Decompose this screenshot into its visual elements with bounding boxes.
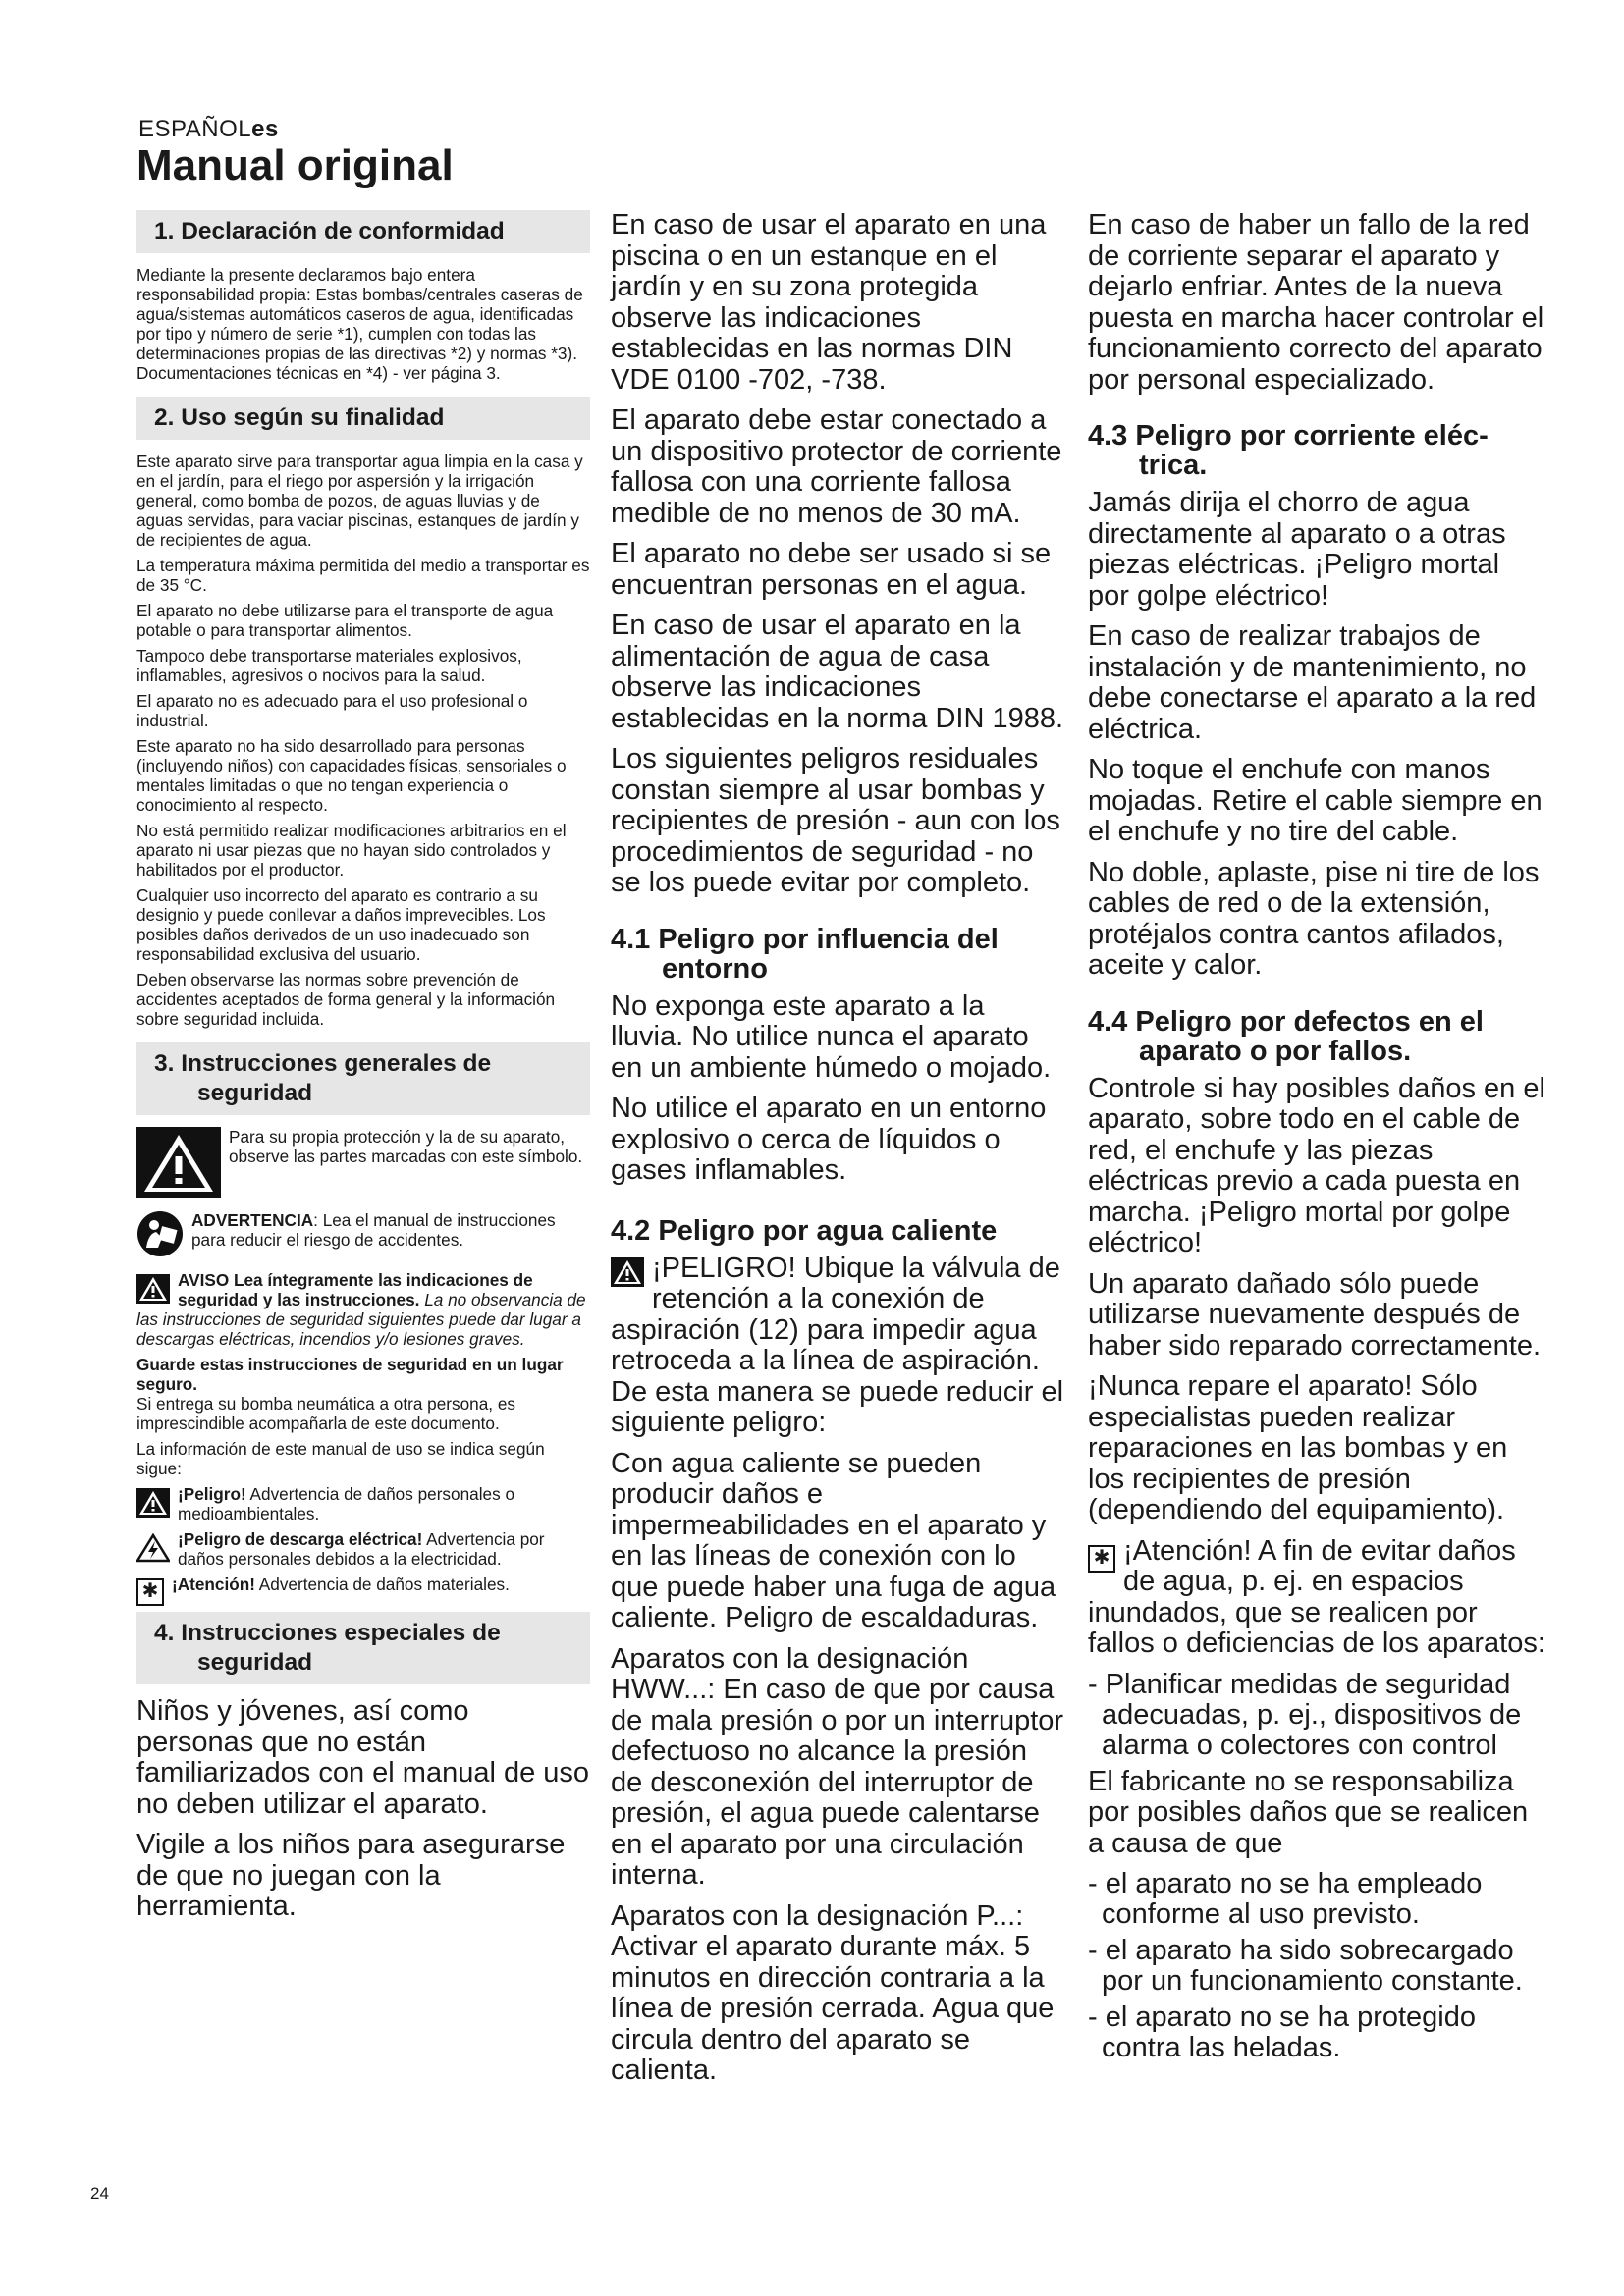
col3-p8: ¡Nunca repare el aparato! Sólo especialistas pueden realizar reparaciones en las bombas y en los recipientes de presión (dependiendo del equipamiento). [1088, 1370, 1508, 1525]
section-3-heading [136, 1042, 590, 1115]
heading-4-2: 4.2 Peligro por agua caliente [611, 1214, 998, 1247]
sec4-p2: Vigile a los niños para asegurarse de que no juegan con la herramienta. [136, 1829, 566, 1922]
page-number: 24 [90, 2184, 109, 2203]
aviso-text [136, 1270, 590, 1349]
large-warning-icon [136, 1127, 221, 1202]
guarde-bold: Guarde estas instrucciones de seguridad en un lugar seguro. [136, 1355, 564, 1394]
aviso-italic: La no observancia de las instrucciones de seguridad siguientes puede dar lugar a descargas eléctricas, incendios y/o lesiones graves. [136, 1290, 586, 1349]
section-2-heading: 2. Uso según su finalidad [136, 397, 590, 440]
col2-p9: Con agua caliente se pueden producir daños e impermeabilidades en el aparato y en las líneas de conexión con lo que puede haber una fuga de agua caliente. Peligro de escaldaduras. [611, 1447, 1056, 1633]
col2-p6: No exponga este aparato a la lluvia. No utilice nunca el aparato en un ambiente húmedo o mojado. [611, 989, 1052, 1084]
advertencia-row [136, 1210, 590, 1262]
heading-4-3-line1: 4.3 Peligro por corriente eléc- [1088, 420, 1489, 452]
heading-4-4 [1088, 1007, 1545, 1066]
section-4-heading-line2: seguridad [197, 1649, 313, 1676]
col3-bullet-4: - el aparato no se ha protegido contra las heladas. [1088, 2002, 1476, 2063]
heading-4-1-line2: entorno [662, 952, 768, 985]
aviso-bold: AVISO Lea íntegramente las indicaciones de seguridad y las instrucciones. [178, 1270, 533, 1309]
read-manual-icon [136, 1210, 184, 1262]
section-4-heading [136, 1612, 590, 1684]
col2-p2: El aparato debe estar conectado a un dispositivo protector de corriente fallosa con una corriente fallosa medible de no menos de 30 mA. [611, 404, 1062, 529]
sec2-p2: La temperatura máxima permitida del medio a transportar es de 35 °C. [136, 556, 590, 595]
col3-p3: En caso de realizar trabajos de instalación y de mantenimiento, no debe conectarse el aparato a la red eléctrica. [1088, 620, 1537, 745]
col2-p3: El aparato no debe ser usado si se encuentran personas en el agua. [611, 538, 1052, 601]
heading-4-1 [611, 925, 1064, 984]
col3-p1: En caso de haber un fallo de la red de corriente separar el aparato y dejarlo enfriar. Antes de la nueva puesta en marcha hacer controlar el funcionamiento correcto del aparato por personal especializado. [1088, 209, 1544, 396]
col3-bullet-2: - el aparato no se ha empleado conforme al uso previsto. [1088, 1868, 1483, 1930]
sec2-p6: Este aparato no ha sido desarrollado para personas (incluyendo niños) con capacidades físicas, sensoriales o mentales limitadas o que no tengan experiencia o conocimiento al respecto. [136, 736, 567, 815]
advertencia-bold: ADVERTENCIA [191, 1210, 314, 1230]
symbol-text: Para su propia protección y la de su aparato, observe las partes marcadas con este símbolo. [229, 1127, 583, 1166]
col3-bullet-1: - Planificar medidas de seguridad adecuadas, p. ej., dispositivos de alarma o colectores con control [1088, 1668, 1522, 1761]
col2-p7: No utilice el aparato en un entorno explosivo o cerca de líquidos o gases inflamables. [611, 1093, 1047, 1186]
col3-p2: Jamás dirija el chorro de agua directamente al aparato o a otras piezas eléctricas. ¡Peligro mortal por golpe eléctrico! [1088, 487, 1506, 612]
guarde-bold-text [136, 1355, 590, 1394]
col3-p6: Controle si hay posibles daños en el aparato, sobre todo en el cable de red, el enchufe y las piezas eléctricas previo a cada puesta en marcha. ¡Peligro mortal por golpe eléctrico! [1088, 1072, 1545, 1258]
advertencia-text [191, 1210, 590, 1250]
atencion-rest: Advertencia de daños materiales. [254, 1575, 510, 1594]
heading-4-1-line1: 4.1 Peligro por influencia del [611, 923, 999, 955]
col3-p7: Un aparato dañado sólo puede utilizarse nuevamente después de haber sido reparado correctamente. [1088, 1267, 1542, 1362]
sec2-p3: El aparato no debe utilizarse para el transporte de agua potable o para transportar alimentos. [136, 601, 554, 640]
col2-p8 [611, 1254, 1064, 1439]
attention-icon-water: ✱ [1088, 1540, 1115, 1573]
descarga-rest: Advertencia por daños personales debidos a la electricidad. [178, 1529, 545, 1569]
atencion-legend [136, 1575, 590, 1602]
section-4-heading-line1: 4. Instrucciones especiales de [154, 1620, 501, 1646]
column-2 [611, 210, 1064, 2097]
col3-p9-text: ¡Atención! A fin de evitar daños de agua, p. ej. en espacios inundados, que se realicen por fallos o deficiencias de los aparatos: [1088, 1534, 1545, 1659]
descarga-legend [136, 1529, 590, 1569]
heading-4-4-line2: aparato o por fallos. [1139, 1035, 1412, 1067]
sec4-p1: Niños y jóvenes, así como personas que no están familiarizados con el manual de uso no deben utilizar el aparato. [136, 1695, 590, 1820]
sec2-p4: Tampoco debe transportarse materiales explosivos, inflamables, agresivos o nocivos para la salud. [136, 646, 522, 685]
sec2-p9: Deben observarse las normas sobre prevención de accidentes aceptados de forma general y la información sobre seguridad incluida. [136, 970, 556, 1029]
peligro-rest: Advertencia de daños personales o medioambientales. [178, 1484, 514, 1523]
guarde-text: Si entrega su bomba neumática a otra persona, es imprescindible acompañarla de este documento. [136, 1394, 515, 1433]
language-name: ESPAÑOL [138, 116, 252, 142]
col2-p11: Aparatos con la designación P...: Activar el aparato durante máx. 5 minutos en dirección contraria a la línea de presión cerrada. Agua que circula dentro del aparato se calienta. [611, 1899, 1055, 2086]
peligro-legend [136, 1484, 590, 1523]
language-label [138, 116, 279, 143]
col3-p9 [1088, 1536, 1545, 1660]
attention-icon: ✱ [136, 1578, 164, 1606]
peligro-bold: ¡Peligro! [178, 1484, 246, 1504]
col2-p1: En caso de usar el aparato en una piscina o en un estanque en el jardín y en su zona protegida observe las indicaciones establecidas en las normas DIN VDE 0100 -702, -738. [611, 209, 1047, 396]
electric-shock-icon [136, 1533, 170, 1567]
heading-4-3-line2: trica. [1139, 450, 1208, 481]
atencion-bold: ¡Atención! [172, 1575, 255, 1594]
col3-bullet-3: - el aparato ha sido sobrecargado por un funcionamiento constante. [1088, 1935, 1523, 1997]
column-1 [136, 210, 590, 1933]
col2-p8-text: ¡PELIGRO! Ubique la válvula de retención a la conexión de aspiración (12) para impedir agua retroceda a la línea de aspiración. De esta manera se puede reducir el siguiente peligro: [611, 1252, 1064, 1438]
section-3-heading-line2: seguridad [197, 1080, 313, 1106]
col2-p4: En caso de usar el aparato en la alimentación de agua de casa observe las indicaciones establecidas en la norma DIN 1988. [611, 610, 1064, 734]
sec2-p1: Este aparato sirve para transportar agua limpia en la casa y en el jardín, para el riego por aspersión y la irrigación general, como bomba de pozos, de aguas lluvias y de aguas servidas, para vaciar piscinas, estanques de jardín y de recipientes de agua. [136, 452, 583, 550]
descarga-bold: ¡Peligro de descarga eléctrica! [178, 1529, 423, 1549]
heading-4-3 [1088, 421, 1545, 480]
col2-p10: Aparatos con la designación HWW...: En caso de que por causa de mala presión o por un interruptor defectuoso no alcance la presión de desconexión del interruptor de presión, el agua puede calentarse en el aparato por una circulación interna. [611, 1642, 1064, 1891]
section-3-heading-line1: 3. Instrucciones generales de [154, 1050, 492, 1077]
col3-p5: No doble, aplaste, pise ni tire de los cables de red o de la extensión, protéjalos contra cantos afilados, aceite y calor. [1088, 856, 1540, 981]
danger-icon [136, 1488, 170, 1522]
info-text: La información de este manual de uso se indica según sigue: [136, 1439, 545, 1478]
symbol-explanation [136, 1127, 590, 1202]
col2-p5: Los siguientes peligros residuales constan siempre al usar bombas y recipientes de presión - aun con los procedimientos de seguridad - no se los puede evitar por completo. [611, 743, 1060, 898]
page-title: Manual original [136, 141, 454, 189]
section-1-heading: 1. Declaración de conformidad [136, 210, 590, 253]
sec1-text: Mediante la presente declaramos bajo entera responsabilidad propia: Estas bombas/centrales caseras de agua/sistemas automáticos caseros de agua, identificadas por tipo y número de serie *1), cumplen con todas las determinaciones propias de las directivas *2) y normas *3). Documentaciones técnicas en *4) - ver página 3. [136, 265, 583, 383]
col3-p4: No toque el enchufe con manos mojadas. Retire el cable siempre en el enchufe y no tire del cable. [1088, 754, 1543, 847]
small-warning-icon [136, 1274, 170, 1308]
heading-4-4-line1: 4.4 Peligro por defectos en el [1088, 1005, 1484, 1038]
column-3 [1088, 210, 1545, 2069]
sec2-p5: El aparato no es adecuado para el uso profesional o industrial. [136, 691, 528, 730]
advertencia-rest: : Lea el manual de instrucciones para reducir el riesgo de accidentes. [191, 1210, 556, 1250]
sec2-p8: Cualquier uso incorrecto del aparato es contrario a su designio y puede conllevar a daños imprevecibles. Los posibles daños derivados de un uso inadecuado son responsabilidad exclusiva del usuario. [136, 885, 546, 964]
sec2-p7: No está permitido realizar modificaciones arbitrarios en el aparato ni usar piezas que no hayan sido controlados y habilitados por el productor. [136, 821, 567, 880]
col3-p10: El fabricante no se responsabiliza por posibles daños que se realicen a causa de que [1088, 1765, 1529, 1859]
danger-icon-hot-water [611, 1257, 644, 1295]
language-code: es [251, 116, 279, 142]
